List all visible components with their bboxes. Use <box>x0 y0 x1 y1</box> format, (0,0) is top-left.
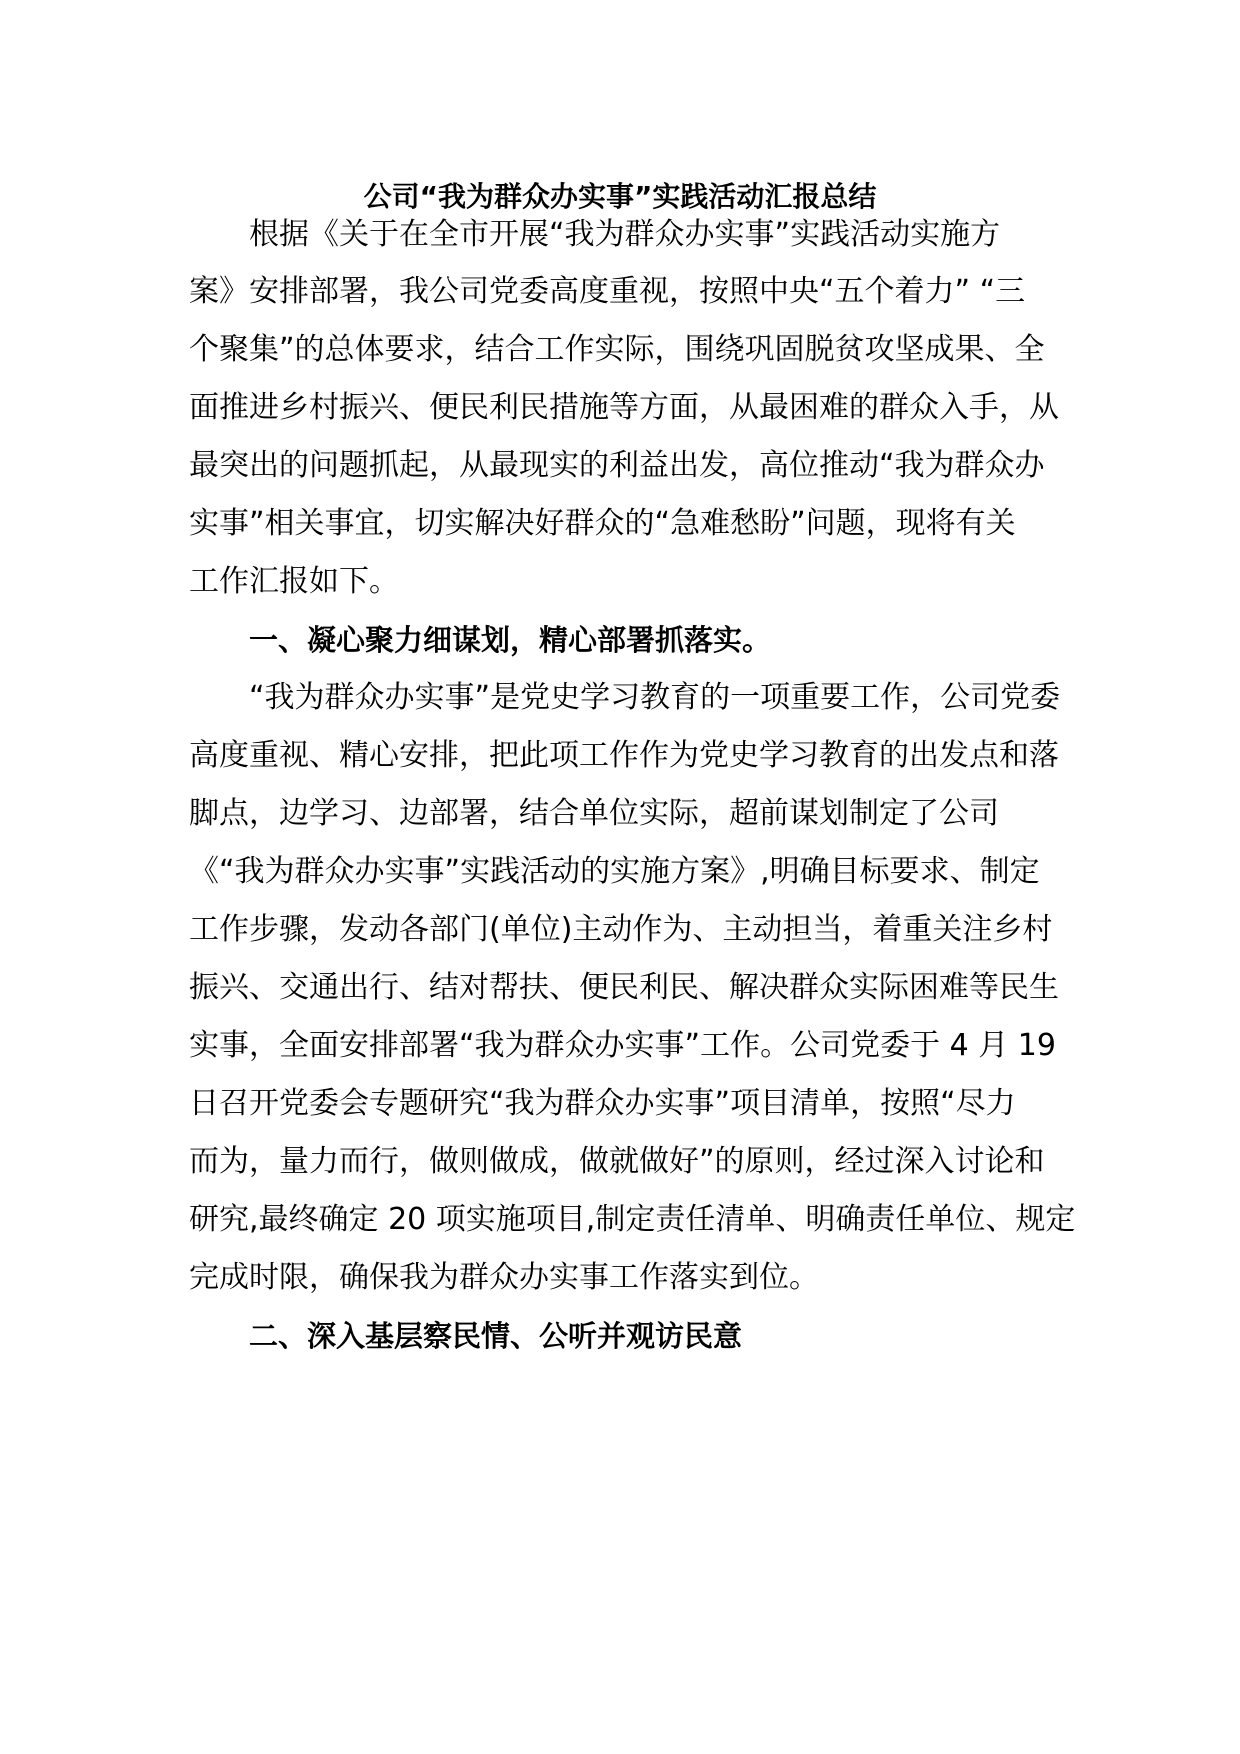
paragraph-2-line-7: 实事，全面安排部署“我为群众办实事”工作。公司党委于 4 月 19 <box>189 1028 1056 1063</box>
section-heading-1: 一、凝心聚力细谋划，精心部署抓落实。 <box>249 623 772 657</box>
paragraph-1-line-3: 个聚集”的总体要求，结合工作实际，围绕巩固脱贫攻坚成果、全 <box>189 332 1045 367</box>
paragraph-2-line-8: 日召开党委会专题研究“我为群众办实事”项目清单，按照“尽力 <box>189 1086 1016 1121</box>
paragraph-1-line-7: 工作汇报如下。 <box>189 564 399 599</box>
paragraph-1-line-2: 案》安排部署，我公司党委高度重视，按照中央“五个着力” “三 <box>189 274 1026 309</box>
paragraph-2-line-9: 而为，量力而行，做则做成，做就做好”的原则，经过深入讨论和 <box>189 1144 1045 1179</box>
paragraph-2-line-10: 研究,最终确定 20 项实施项目,制定责任清单、明确责任单位、规定 <box>189 1202 1076 1237</box>
paragraph-2-line-6: 振兴、交通出行、结对帮扶、便民利民、解决群众实际困难等民生 <box>189 970 1059 1005</box>
paragraph-2-line-1: “我为群众办实事”是党史学习教育的一项重要工作，公司党委 <box>249 680 1061 715</box>
paragraph-1-line-6: 实事”相关事宜，切实解决好群众的“急难愁盼”问题，现将有关 <box>189 506 1016 541</box>
section-heading-2: 二、深入基层察民情、公听并观访民意 <box>249 1319 743 1353</box>
paragraph-2-line-2: 高度重视、精心安排，把此项工作作为党史学习教育的出发点和落 <box>189 738 1059 773</box>
paragraph-2-line-5: 工作步骤，发动各部门(单位)主动作为、主动担当，着重关注乡村 <box>189 912 1053 947</box>
document-title: 公司“我为群众办实事”实践活动汇报总结 <box>363 180 877 213</box>
paragraph-2-line-3: 脚点，边学习、边部署，结合单位实际，超前谋划制定了公司 <box>189 796 999 831</box>
paragraph-1-line-4: 面推进乡村振兴、便民利民措施等方面，从最困难的群众入手，从 <box>189 390 1059 425</box>
paragraph-2-line-4: 《“我为群众办实事”实践活动的实施方案》,明确目标要求、制定 <box>189 854 1040 889</box>
paragraph-1-line-1: 根据《关于在全市开展“我为群众办实事”实践活动实施方 <box>249 217 1001 252</box>
paragraph-2-line-11: 完成时限，确保我为群众办实事工作落实到位。 <box>189 1260 819 1295</box>
paragraph-1-line-5: 最突出的问题抓起，从最现实的利益出发，高位推动“我为群众办 <box>189 448 1045 483</box>
